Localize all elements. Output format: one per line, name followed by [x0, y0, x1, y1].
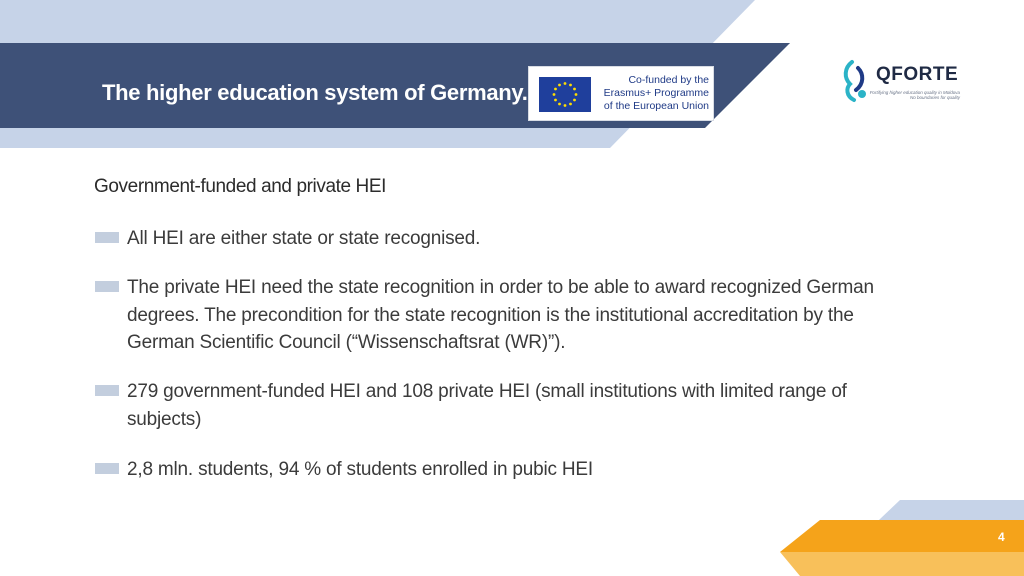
bullet-marker-icon — [95, 232, 119, 243]
bullet-text: 2,8 mln. students, 94 % of students enrolled in pubic HEI — [127, 459, 593, 480]
eu-line-1: Co-funded by the — [628, 74, 709, 86]
qforte-logo-name: QFORTE — [876, 64, 959, 85]
bullet-item — [95, 456, 895, 484]
qforte-tagline-2: No boundaries for quality — [909, 95, 960, 100]
qforte-tagline-1: Fortifying higher education quality in Moldova — [869, 90, 960, 95]
bullet-item — [95, 378, 895, 433]
bullet-text: All HEI are either state or state recognised. — [127, 228, 481, 249]
bullet-marker-icon — [95, 385, 119, 396]
bullet-marker-icon — [95, 463, 119, 474]
slide-title: The higher education system of Germany. — [102, 80, 528, 105]
bullet-text: The private HEI need the state recognition in order to be able to award recognized German degrees. The precondition for the state recognition is the institutional accreditation by the German Scientific Council (“Wissenschaftsrat (WR)”). — [127, 277, 874, 353]
bullet-item — [95, 225, 895, 253]
bullet-item — [95, 274, 895, 357]
bullet-text: 279 government-funded HEI and 108 private HEI (small institutions with limited range of subjects) — [127, 381, 847, 430]
qforte-logo-tagline — [866, 90, 960, 100]
page-number: 4 — [998, 530, 1005, 544]
eu-logo-text — [597, 74, 709, 113]
eu-line-3: of the European Union — [603, 100, 709, 112]
bottom-orange-band — [780, 520, 1024, 552]
section-subheading: Government-funded and private HEI — [94, 176, 387, 197]
qforte-logo — [838, 58, 968, 108]
eu-flag-icon — [539, 77, 591, 112]
eu-cofunded-logo — [528, 66, 714, 121]
eu-line-2: Erasmus+ Programme — [603, 87, 709, 99]
bottom-orange-tail — [780, 552, 1024, 576]
bullet-marker-icon — [95, 281, 119, 292]
